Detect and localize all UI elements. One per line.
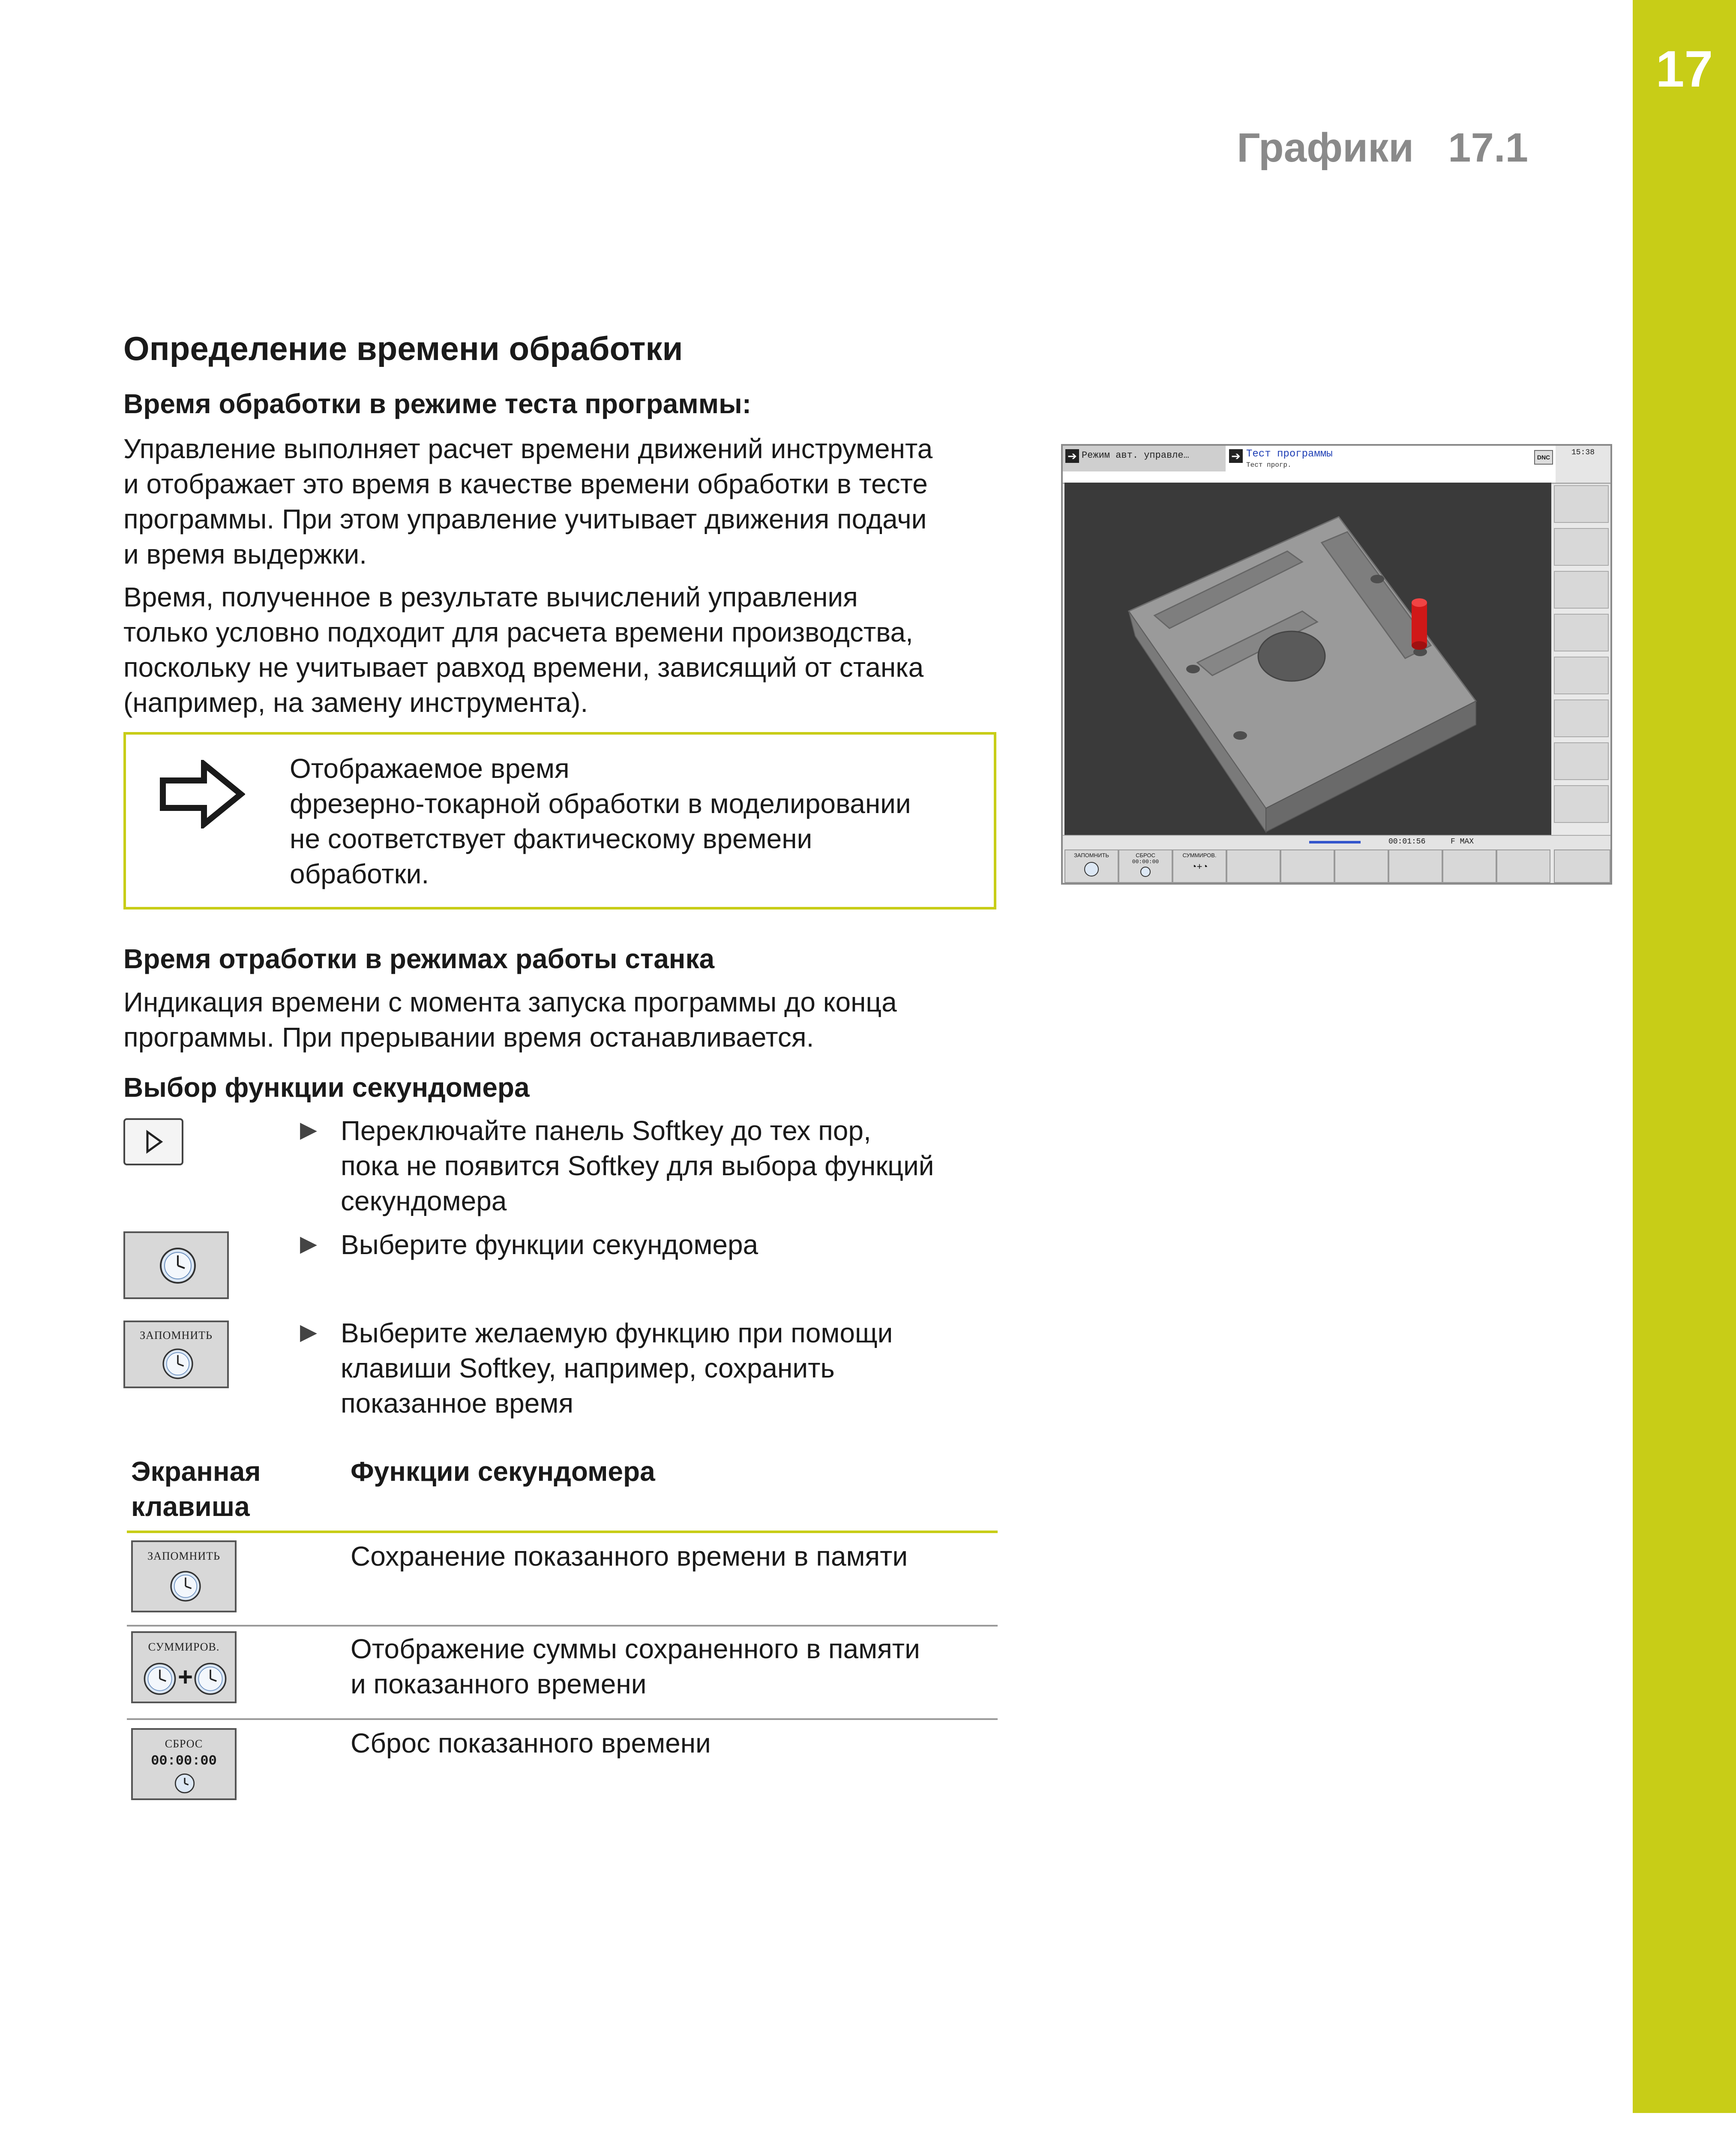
vertical-softkey[interactable] (1554, 657, 1609, 694)
vertical-softkey[interactable] (1554, 571, 1609, 609)
paragraph (123, 431, 1023, 572)
next-softkey-row-icon (125, 1120, 182, 1164)
text-line: Время, полученное в результате вычислений управления (123, 582, 858, 612)
dnc-badge: DNC (1534, 450, 1553, 465)
mode-right-sublabel: Тест прогр. (1246, 461, 1292, 469)
subsection-title: Время отработки в режимах работы станка (123, 943, 715, 974)
table-header-function: Функции секундомера (351, 1456, 655, 1487)
empty-softkey[interactable] (1334, 849, 1388, 883)
softkey-label: СБРОС (1136, 852, 1155, 858)
text-line: клавиши Softkey, например, сохранить (341, 1353, 835, 1384)
reset-time-softkey[interactable] (1118, 849, 1172, 883)
text-line: секундомера (341, 1186, 507, 1216)
softkey-label: ЗАПОМНИТЬ (1074, 852, 1109, 858)
step-text (341, 1315, 1005, 1421)
text-line: Сброс показанного времени (351, 1728, 711, 1759)
header-title: Графики (1237, 125, 1414, 171)
run-time: 00:01:56 (1388, 837, 1426, 846)
text-line: Сохранение показанного времени в памяти (351, 1541, 908, 1572)
stopwatch-icon (169, 1570, 202, 1603)
mode-arrow-icon: ➔ (1229, 449, 1243, 463)
store-time-softkey[interactable] (1064, 849, 1118, 883)
softkey-label: ЗАПОМНИТЬ (140, 1329, 213, 1342)
vertical-softkey[interactable] (1554, 614, 1609, 651)
text-line: Индикация времени с момента запуска программы до конца (123, 987, 897, 1017)
plus-icon: + (178, 1663, 193, 1691)
stopwatch-icon (1084, 862, 1099, 876)
text-line: показанное время (341, 1388, 573, 1419)
text-line: Выберите желаемую функцию при помощи (341, 1318, 893, 1348)
text-line: Выберите функции секундомера (341, 1229, 759, 1260)
stopwatch-icon (142, 1661, 177, 1696)
status-strip (1063, 835, 1610, 849)
text-line: поскольку не учитывает равход времени, зависящий от станка (123, 652, 924, 683)
empty-softkey[interactable] (1388, 849, 1442, 883)
text-line: программы. При этом управление учитывает движения подачи (123, 504, 927, 534)
chapter-number: 17 (1655, 40, 1713, 98)
text-line: программы. При прерывании время останавливается. (123, 1022, 814, 1053)
bullet-icon: ▶ (300, 1231, 317, 1256)
store-time-softkey[interactable] (123, 1321, 229, 1388)
next-softkey-row-key[interactable] (123, 1118, 183, 1165)
bullet-icon: ▶ (300, 1320, 317, 1345)
horizontal-softkey-bar (1063, 849, 1610, 883)
section-title: Определение времени обработки (123, 330, 683, 367)
bullet-icon: ▶ (300, 1117, 317, 1142)
paragraph (123, 579, 1023, 720)
end-softkey[interactable] (1554, 849, 1610, 883)
table-header-rule (127, 1531, 998, 1533)
stopwatch-icon (161, 1347, 195, 1381)
empty-softkey[interactable] (1280, 849, 1334, 883)
text-line: обработки. (290, 858, 429, 889)
vertical-softkey-bar (1554, 485, 1609, 832)
step-text (341, 1113, 1005, 1219)
stopwatch-icon (193, 1661, 228, 1696)
text-line: пока не появится Softkey для выбора функций (341, 1150, 934, 1181)
reset-time-softkey[interactable] (131, 1728, 237, 1800)
arrow-right-outline-icon (159, 760, 245, 828)
text-line: и показанного времени (351, 1669, 647, 1699)
table-row-divider (127, 1718, 998, 1720)
note-text (290, 751, 975, 891)
text-line: Экранная (131, 1456, 261, 1487)
table-row-divider (127, 1625, 998, 1627)
text-line: и отображает это время в качестве времени обработки в тесте (123, 468, 928, 499)
stopwatch-softkey[interactable] (123, 1231, 229, 1299)
sum-time-softkey[interactable] (1172, 849, 1226, 883)
subsection-title: Время обработки в режиме теста программы: (123, 388, 752, 419)
sum-time-softkey[interactable] (131, 1631, 237, 1703)
softkey-label: СУММИРОВ. (1182, 852, 1217, 858)
text-line: и время выдержки. (123, 539, 367, 570)
empty-softkey[interactable] (1226, 849, 1280, 883)
table-header-key (131, 1454, 261, 1524)
text-line: Управление выполняет расчет времени движений инструмента (123, 433, 933, 464)
paragraph (123, 984, 1023, 1055)
table-cell-text (351, 1726, 993, 1761)
text-line: только условно подходит для расчета времени производства, (123, 617, 913, 648)
text-line: Отображаемое время (290, 753, 570, 784)
text-line: (например, на замену инструмента). (123, 687, 588, 718)
header-section: 17.1 (1448, 125, 1528, 171)
reset-time-value: 00:00:00 (1132, 858, 1159, 865)
vertical-softkey[interactable] (1554, 699, 1609, 737)
feed-value: F MAX (1451, 837, 1474, 846)
simulation-viewport[interactable] (1064, 483, 1551, 835)
softkey-label: СУММИРОВ. (148, 1641, 220, 1653)
stopwatch-icon (1140, 867, 1151, 877)
softkey-label: ЗАПОМНИТЬ (147, 1550, 220, 1562)
table-cell-text (351, 1631, 993, 1702)
text-line: клавиша (131, 1491, 250, 1522)
clock-area (1556, 446, 1610, 483)
text-line: Переключайте панель Softkey до тех пор, (341, 1115, 871, 1146)
text-line: Отображение суммы сохраненного в памяти (351, 1633, 920, 1664)
workpiece-3d-graphic (1064, 483, 1551, 835)
vertical-softkey[interactable] (1554, 785, 1609, 823)
tnc-screenshot (1061, 444, 1612, 885)
step-text (341, 1227, 1005, 1262)
chapter-band (1633, 0, 1736, 2113)
subsection-title: Выбор функции секундомера (123, 1072, 530, 1103)
vertical-softkey[interactable] (1554, 742, 1609, 780)
mode-left-label: Режим авт. управле… (1082, 450, 1189, 461)
mode-left-tab[interactable] (1063, 446, 1226, 471)
mode-arrow-icon: ➔ (1065, 449, 1079, 463)
vertical-softkey[interactable] (1554, 485, 1609, 523)
text-line: не соответствует фактическому времени (290, 823, 813, 854)
empty-softkey[interactable] (1442, 849, 1496, 883)
stopwatch-sum-icon: ◔+◔ (1191, 861, 1208, 872)
stopwatch-icon (158, 1246, 198, 1285)
stopwatch-icon (174, 1773, 195, 1794)
vertical-softkey[interactable] (1554, 528, 1609, 566)
progress-indicator (1309, 841, 1361, 843)
mode-bar (1063, 446, 1610, 484)
text-line: фрезерно-токарной обработки в моделировании (290, 788, 911, 819)
mode-right-label: Тест программы (1246, 448, 1333, 460)
softkey-label: СБРОС (165, 1738, 203, 1750)
store-time-softkey[interactable] (131, 1540, 237, 1612)
page-header (1237, 124, 1528, 171)
empty-softkey[interactable] (1496, 849, 1550, 883)
table-cell-text (351, 1539, 993, 1574)
reset-time-value: 00:00:00 (151, 1753, 217, 1769)
clock: 15:38 (1571, 448, 1595, 457)
